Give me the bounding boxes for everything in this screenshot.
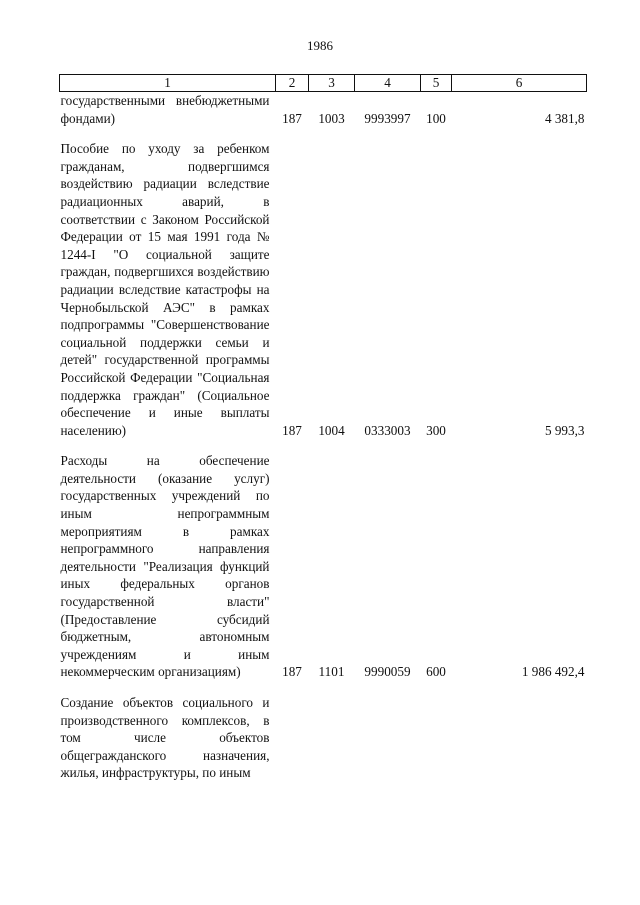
row-amount: 1 986 492,4 — [521, 664, 585, 680]
column-header: 5 — [421, 75, 452, 92]
row-section-code: 1004 — [318, 422, 345, 438]
row-admin-code: 187 — [282, 110, 302, 126]
table-row — [60, 92, 587, 128]
table-row — [60, 694, 587, 782]
row-target-code: 9990059 — [364, 664, 411, 680]
column-header: 6 — [452, 75, 587, 92]
column-header: 1 — [60, 75, 276, 92]
row-target-code: 9993997 — [364, 110, 411, 126]
row-target-code — [355, 694, 421, 782]
row-name: государственными внебюджетными фондами) — [60, 93, 270, 126]
page-number: 1986 — [307, 38, 333, 53]
row-admin-code: 187 — [282, 664, 302, 680]
row-section-code: 1003 — [318, 110, 345, 126]
row-name: Создание объектов социального и производственного комплексов, в том числе объектов общегражданского назначения, жилья, инфраструктуры, по иным — [60, 695, 270, 781]
row-admin-code — [276, 694, 309, 782]
row-admin-code: 187 — [282, 422, 302, 438]
row-name: Расходы на обеспечение деятельности (оказание услуг) государственных учреждений по иным непрограммным мероприятиям в рамках непрограммного направления деятельности "Реализация функций иных федеральных органов государственной власти" (Предоставление субсидий бюджетным, автономным учреждениям и иным некоммерческим организациям) — [60, 453, 270, 680]
row-section-code — [309, 694, 355, 782]
row-amount — [452, 694, 587, 782]
row-amount: 5 993,3 — [544, 422, 585, 438]
column-header: 4 — [355, 75, 421, 92]
row-target-code: 0333003 — [364, 422, 411, 438]
row-amount: 4 381,8 — [544, 110, 585, 126]
budget-table — [59, 74, 587, 782]
column-header: 2 — [276, 75, 309, 92]
row-section-code: 1101 — [318, 664, 345, 680]
table-row — [60, 452, 587, 681]
column-header: 3 — [309, 75, 355, 92]
row-kind-code: 300 — [426, 422, 446, 438]
row-name: Пособие по уходу за ребенком гражданам, подвергшимся воздействию радиации вследствие радиационных аварий, в соответствии с Законом Российской Федерации от 15 мая 1991 года № 1244-I "О социальной защите граждан, подвергшихся воздействию радиации вследствие катастрофы на Чернобыльской АЭС" в рамках подпрограммы "Совершенствование социальной поддержки семьи и детей" государственной программы Российской Федерации "Социальная поддержка граждан" (Социальное обеспечение и иные выплаты населению) — [60, 141, 270, 438]
row-kind-code: 100 — [426, 110, 446, 126]
row-kind-code: 600 — [426, 664, 446, 680]
column-number-header — [60, 75, 587, 92]
table-row — [60, 140, 587, 439]
row-kind-code — [421, 694, 452, 782]
